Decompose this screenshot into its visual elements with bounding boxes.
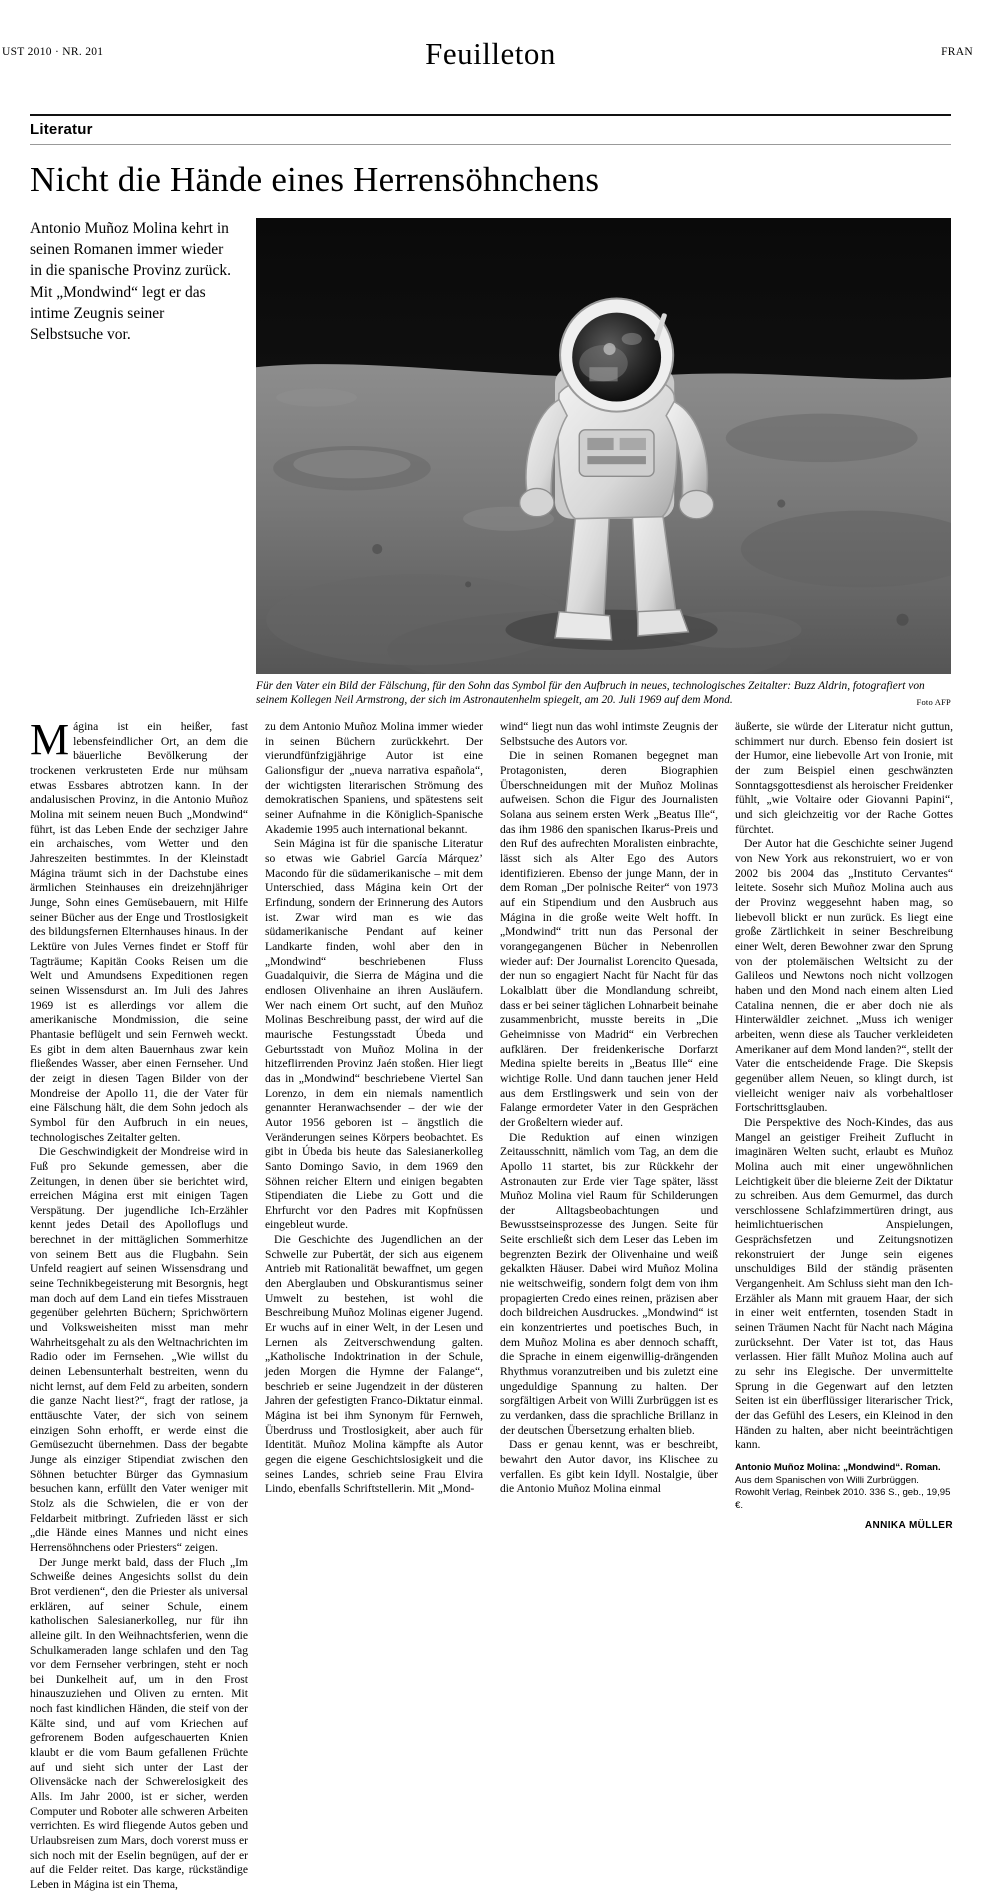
author-byline: ANNIKA MÜLLER — [864, 1519, 953, 1531]
figure-caption — [256, 679, 951, 709]
article-figure — [256, 218, 951, 709]
section-bar — [30, 114, 951, 144]
paragraph: zu dem Antonio Muñoz Molina immer wieder in seinen Büchern zurückkehrt. Der vierundfünfzigjährige Autor ist eine Galionsfigur der „nueva narrativa española“, der wichtigsten literarischen Strömung des demokratischen Spaniens, und spätestens seit seiner Aufnahme in die Königlich-Spanische Akademie 1995 auch international bekannt. — [265, 720, 483, 836]
paragraph-text: ágina ist ein heißer, fast lebensfeindlicher Ort, an dem die bäuerliche Bevölkerung der trockenen verkrusteten Erde nur mühsam etwas Essbares abtrotzen kann. In der andalusischen Provinz, in die Antonio Muñoz Molina mit seinem neuen Buch „Mondwind“ führt, ist das Leben Ende der sechziger Jahre ein archaisches, vom Wetter und den Jahreszeiten bestimmtes. In der Kleinstadt Mágina träumt sich in der Dachstube eines ärmlichen Steinhauses ein dreizehnjähriger Junge, Sohn eines Gemüsebauern, mit Hilfe seiner Bücher aus der Enge und Trostlosigkeit des bildungsfernen Elternhauses hinaus. In der Lektüre von Jules Vernes findet er Stoff für Tagträume; Kapitän Cooks Reisen um die Welt und Amundsens Expeditionen regen seinen Wissensdurst an. Im Juli des Jahres 1969 ist es allerdings vor allem die amerikanische Mondmission, die seine Phantasie beflügelt und sein Fernweh weckt. Es gibt in dem alten Bauernhaus zwar kein fließendes Wasser, aber einen Fernseher. Und der zeigt in diesen Tagen Bilder von der Mondreise der Apollo 11, die der Vater für eine Fälschung hält, die dem Sohn jedoch als Symbol für den Aufbruch in ein neues, technologisches Zeitalter gelten. — [30, 720, 248, 1144]
drop-cap: M — [30, 715, 70, 765]
paragraph: äußerte, sie würde der Literatur nicht guttun, schimmert nur durch. Ebenso fein dosiert ist der Humor, eine liebevolle Art von Ironie, mit der zum Beispiel einen geschwänzten Sonntagsgottesdienst als heroischer Freidenker fühlt, „wie Voltaire oder Giovanni Papini“, und sich gleichzeitig vor der Rache Gottes fürchtet. — [735, 720, 953, 836]
book-reference-title: Antonio Muñoz Molina: „Mondwind“. Roman. — [735, 1461, 941, 1473]
lead-column — [30, 218, 238, 709]
paragraph: Die in seinen Romanen begegnet man Protagonisten, deren Biographien Überschneidungen mit der Muñoz Molinas aufweisen. Schon die Figur des Journalisten Solana aus seinem ersten Werk „Beatus Ille“, das ihm 1986 den spanischen Ikarus-Preis und den Ruf des aufrechten Moralisten einbrachte, lässt sich als Alter Ego des Autors identifizieren. Ebenso der junge Mann, der in dem Roman „Der polnische Reiter“ von 1973 auf ein Stipendium und den Ausbruch aus Mágina in die große weite Welt hofft. In „Mondwind“ tritt nun das Personal der vorangegangenen Bücher in Nebenrollen wieder auf: Der Journalist Lorencito Quesada, der nun so engagiert Nacht für Nacht für das Lokalblatt über die Mondlandung schreibt, dass er bei seiner täglichen Lohnarbeit beinahe zusammenbricht, musste bereits in „Die Geheimnisse von Madrid“ ein Verbrechen aufklären. Der freidenkerische Dorfarzt Medina spielte bereits in „Beatus Ille“ eine wichtige Rolle. Und dann tauchen jener Held aus dem Erstlingswerk und sein von der Falange ermordeter Vater in den Gesprächen der Großeltern wieder auf. — [500, 749, 718, 1129]
book-reference — [735, 1462, 953, 1513]
article-top-area — [30, 218, 951, 709]
book-reference-details: Aus dem Spanischen von Willi Zurbrüggen. Rowohlt Verlag, Reinbek 2010. 336 S., geb., 19,95 €. — [735, 1474, 951, 1511]
paragraph: Die Perspektive des Noch-Kindes, das aus Mangel an geistiger Freiheit Zuflucht in imaginären Welten sucht, erlaubt es Muñoz Molina auch mit einer ungewöhnlichen Leichtigkeit über die bleierne Zeit der Diktatur zu schreiben. Aus dem Gemurmel, das durch verschlossene Schlafzimmertüren dringt, aus heimlichtuerischen Anspielungen, Gesprächsfetzen und Zeitungsnotizen rekonstruiert der Junge sein eigenes unschuldiges Bild der ständig präsenten Vergangenheit. Am Schluss sieht man den Ich-Erzähler als Mann mit grauem Haar, der sich in einer weit entfernten, tosenden Stadt in seinen Träumen Nacht für Nacht nach Mágina zurücksehnt. Der Vater ist tot, das Haus verlassen. Hier fällt Muñoz Molina auch auf zu sehr ins Elegische. Der unvermittelte Sprung in die Gegenwart auf den letzten Seiten ist ein überflüssiger literarischer Trick, der das Gefühl des Lesers, ein Kleinod in den Händen zu halten, aber nicht beeinträchtigen kann. — [735, 1115, 953, 1452]
paragraph: Der Autor hat die Geschichte seiner Jugend von New York aus rekonstruiert, wo er von 2002 bis 2004 das „Instituto Cervantes“ leitete. Sosehr sich Muñoz Molina auch aus der Provinz weggesehnt haben mag, so liebevoll blickt er nun zurück. Es liegt eine große Zärtlichkeit in seiner Beschreibung einer Welt, deren Bewohner zwar den Sprung von der ptolemäischen Weltsicht zu der Galileos und Newtons noch nicht vollzogen haben und den Mond nach einem alten Lied Catalina nennen, die er aber doch nie als Hinterwäldler zeichnet. „Muss ich weniger arbeiten, wenn diese als Taucher verkleideten Amerikaner auf dem Mond landen?“, stellt der Vater die entscheidende Frage. Die Skepsis gegenüber allem Neuen, so klingt durch, ist vielleicht weniger naiv als vorbehaltloser Fortschrittsglauben. — [735, 837, 953, 1115]
masthead-title: Feuilleton — [425, 36, 556, 71]
article-lead: Antonio Muñoz Molina kehrt in seinen Romanen immer wieder in die spanische Provinz zurück. Mit „Mondwind“ legt er das intime Zeugnis seiner Selbstsuche vor. — [30, 219, 232, 344]
article-column-1 — [30, 715, 248, 1893]
article-column-4 — [735, 720, 953, 1893]
figure-credit: Foto AFP — [916, 697, 951, 708]
masthead-publication-name: FRAN — [941, 46, 973, 58]
article-body — [30, 715, 953, 1893]
paragraph: wind“ liegt nun das wohl intimste Zeugnis der Selbstsuche des Autors vor. — [500, 720, 718, 748]
astronaut-photo — [256, 218, 951, 674]
paragraph: Die Geschwindigkeit der Mondreise wird in Fuß pro Sekunde gemessen, aber die Zeitungen, in denen über sie berichtet wird, erreichen Mágina erst mit einigen Tagen Verspätung. Der jugendliche Ich-Erzähler kennt jedes Detail des Apolloflugs und berechnet in der mittäglichen Sommerhitze von seinem Bett aus die Flugbahn. Sein Unfeld reagiert auf seinen Wissensdrang und seine Technikbegeisterung mit Besorgnis, hegt man doch auf dem Land ein tiefes Misstrauen gegenüber gelehrten Büchern; Sprichwörtern und Volksweisheiten misst man mehr Wahrheitsgehalt zu als den Weltnachrichten im Radio oder im Fernsehen. „Wie willst du deinen Lebensunterhalt bestreiten, wenn du nicht lernst, auf dem Feld zu arbeiten, sondern die ganze Nacht liest?“, fragt der ratlose, ja enttäuschte Vater, der sich von seinem einzigen Sohn erhofft, er werde einst die Gemüsezucht übernehmen. Dass der begabte Junge als einziger Stipendiat zwischen den Söhnen betuchter Bürger das Gymnasium besuchen kann, erfüllt den Vater weniger mit Stolz als die Schwielen, die er von der Feldarbeit mitbringt. Zufrieden lässt er sich „die Hände eines Mannes und nicht eines Herrensöhnchens oder Priesters“ zeigen. — [30, 1145, 248, 1554]
masthead-edition-info: UST 2010 · NR. 201 — [2, 46, 104, 58]
paragraph — [30, 715, 248, 1145]
section-divider — [30, 144, 951, 145]
paragraph: Dass er genau kennt, was er beschreibt, bewahrt den Autor davor, ins Klischee zu verfallen. Es gibt kein Idyll. Nostalgie, über die Antonio Muñoz Molina einmal — [500, 1438, 718, 1496]
article-column-3 — [500, 720, 718, 1893]
page-title: Nicht die Hände eines Herrensöhnchens — [30, 160, 600, 199]
paragraph: Die Geschichte des Jugendlichen an der Schwelle zur Pubertät, der sich aus eigenem Antrieb mit Rationalität bewaffnet, um gegen den Aberglauben und Obskurantismus seiner Umwelt zu bestehen, ist wohl die Beschreibung Muñoz Molinas eigener Jugend. Er wuchs auf in einer Welt, in der Lesen und Lernen als Zeitverschwendung galten. „Katholische Indoktrination in der Schule, jeden Morgen die Hymne der Falange“, beschrieb er seine Jugendzeit in der düsteren Jahren der gefestigten Franco-Diktatur einmal. Mágina ist bei ihm Synonym für Fernweh, Überdruss und Trostlosigkeit, aber auch für Identität. Muñoz Molina kämpfte als Autor gegen die eigene Geschichtslosigkeit und die seines Landes, schrieb seine Frau Elvira Lindo, ebenfalls Schriftstellerin. Mit „Mond- — [265, 1233, 483, 1496]
astronaut-photo-graphic — [256, 218, 951, 674]
section-label: Literatur — [30, 121, 93, 138]
figure-caption-text: Für den Vater ein Bild der Fälschung, für den Sohn das Symbol für den Aufbruch in neues, technologisches Zeitalter: Buzz Aldrin, fotografiert von seinem Kollegen Neil Armstrong, der sich im Astronautenhelm spiegelt, am 20. Juli 1969 auf dem Mond. — [256, 679, 925, 707]
paragraph: Die Reduktion auf einen winzigen Zeitausschnitt, nämlich vom Tag, an dem die Apollo 11 startet, bis zur Rückkehr der Astronauten zur Erde vier Tage später, lässt Muñoz Molina viel Raum für Schilderungen der Alltagsbeobachtungen und Bewusstseinsprozesse des Jungen. Seite für Seite erschließt sich dem Leser das Leben im begrenzten Bezirk der Olivenhaine und weiß gekalkten Häuser. Dabei wird Muñoz Molina nie weitschweifig, sondern folgt dem von ihm propagierten Credo eines reinen, präzisen aber doch bildreichen Ausdruckes. „Mondwind“ ist ein konzentriertes und poetisches Buch, in dem Muñoz Molina es aber dennoch schafft, die Sprache in einem eigenwillig-drängenden Rhythmus voranzutreiben und bis zuletzt eine ungeduldige Spannung zu halten. Der sorgfältigen Arbeit von Willi Zurbrüggen ist es zu verdanken, dass die sprachliche Brillanz in der deutschen Übersetzung erhalten blieb. — [500, 1130, 718, 1437]
masthead — [2, 0, 973, 71]
article-column-2 — [265, 720, 483, 1893]
paragraph: Sein Mágina ist für die spanische Literatur so etwas wie Gabriel García Márquez’ Macondo für die südamerikanische – mit dem Unterschied, dass Mágina kein Ort der Erfindung, sondern der Erinnerung des Autors ist. Zwar wird man es wie das südamerikanische Pendant auf keiner Landkarte finden, wohl aber den in „Mondwind“ beschriebenen Fluss Guadalquivir, die Sierra de Mágina und die endlosen Olivenhaine an ihren Ausläufern. Wer nach einem Ort sucht, auf den Muñoz Molinas Beschreibung passt, der wird auf die maurische Festungsstadt Úbeda und Geburtsstadt von Muñoz Molina in der hitzeflirrenden Provinz Jaén stoßen. Hier liegt das in „Mondwind“ beschriebene Viertel San Lorenzo, in dem ein niemals namentlich genannter Heranwachsender – der wie der Autor 1956 geboren ist – ängstlich die Veränderungen seines Körpers beobachtet. Es gibt in Úbeda bis heute das Salesianerkolleg Santo Domingo Savio, in dem 1969 den Söhnen reicher Eltern und einigen begabten Stipendiaten die Liebe zu Gott und die Ehrfurcht vor den Padres mit Kopfnüssen eingebleut wurde. — [265, 837, 483, 1232]
paragraph: Der Junge merkt bald, dass der Fluch „Im Schweiße deines Angesichts sollst du dein Brot verdienen“, den die Priester als universal erklären, auf seiner Schule, einem katholischen Salesianerkolleg, nur für ihn alleine gilt. In den Weihnachtsferien, wenn die Schulkameraden lange schlafen und den Tag vor dem Fernseher verbringen, steht er noch bei Dunkelheit auf, um in den Frost hinauszuziehen und Oliven zu ernten. Mit noch fast kindlichen Händen, die steif von der Kälte sind, und auf vom Kriechen auf gefrorenem Boden aufgeschauerten Knien klaubt er die vom Baum gefallenen Früchte auf und sieht sich unter der Last der Olivensäcke nach der Schwerelosigkeit des Alls. Im Jahr 2000, ist er sicher, werden Computer und Roboter alle schweren Arbeiten verrichten. Es wird fliegende Autos geben und Urlaubsreisen zum Mars, doch vorerst muss er sich noch mit der Eselin begnügen, auf der er auf die Felder reitet. Das karge, rückständige Leben in Mágina ist ein Thema, — [30, 1555, 248, 1891]
